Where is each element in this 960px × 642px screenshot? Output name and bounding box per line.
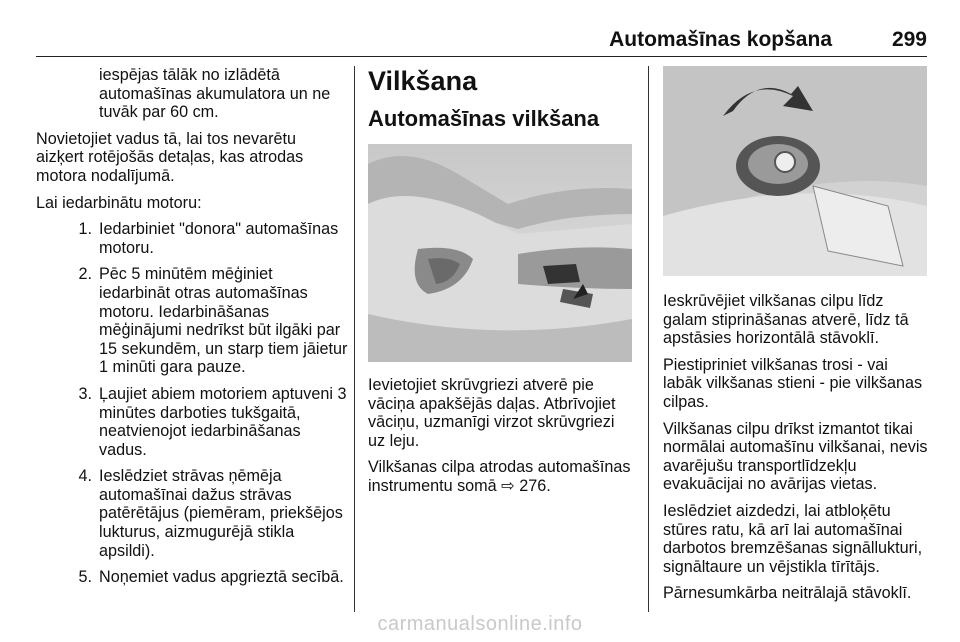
paragraph: Piestipriniet vilkšanas trosi - vai labāk vilkšanas stieni - pie vilkšanas cilpas. — [663, 355, 923, 411]
list-item — [62, 467, 348, 560]
paragraph: Pārnesumkārba neitrālajā stāvoklī. — [663, 584, 912, 603]
item-number: 1. — [78, 220, 92, 239]
item-text: Iedarbiniet "donora" automašīnas motoru. — [99, 220, 339, 257]
paragraph: Ievietojiet skrūvgriezi atverē pie vāciņa apakšējās daļas. Atbrīvojiet vāciņu, uzmanīgi virzot skrūvgriezi uz leju. — [368, 376, 616, 450]
paragraph: Ieslēdziet aizdedzi, lai atbloķētu stūres ratu, kā arī lai automašīnai darbotos bremzēšanas signāllukturi, signāltaure un vējstikla tīrītājs. — [663, 501, 923, 576]
paragraph: Vilkšanas cilpa atrodas automašīnas instrumentu somā ⇨ 276. — [368, 458, 631, 495]
paragraph: Novietojiet vadus tā, lai tos nevarētu aizķert rotējošās detaļas, kas atrodas motora nodalījumā. — [36, 129, 304, 185]
paragraph: Vilkšanas cilpu drīkst izmantot tikai normālai automašīnu vilkšanai, nevis avarējušu transportlīdzekļu evakuācijai no avārijas vietas. — [663, 419, 928, 494]
car-front-illustration — [368, 144, 632, 362]
page-header — [36, 28, 927, 58]
item-text: Noņemiet vadus apgrieztā secībā. — [99, 568, 344, 587]
watermark[interactable]: carmanualsonline.info — [377, 613, 583, 635]
list-item — [62, 385, 348, 459]
steps-list — [62, 220, 348, 587]
section-title: Vilkšana — [368, 66, 478, 96]
towing-eye-illustration — [663, 66, 927, 276]
column-middle — [368, 66, 634, 504]
item-number: 3. — [78, 384, 92, 403]
item-number: 4. — [78, 467, 92, 486]
item-number: 2. — [78, 265, 92, 284]
page-number: 299 — [891, 28, 927, 51]
continued-text: iespējas tālāk no izlādētā automašīnas akumulatora un ne tuvāk par 60 cm. — [99, 66, 331, 122]
list-item — [62, 220, 348, 257]
column-right — [663, 66, 931, 611]
paragraph: Ieskrūvējiet vilkšanas cilpu līdz galam stiprināšanas atverē, līdz tā apstāsies horizontālā stāvoklī. — [663, 292, 909, 348]
paragraph: Lai iedarbinātu motoru: — [36, 193, 202, 212]
column-divider — [354, 66, 355, 612]
list-item — [62, 265, 348, 377]
item-text: Ļaujiet abiem motoriem aptuveni 3 minūtes darboties tukšgaitā, neatvienojot iedarbināšanas vadus. — [99, 384, 347, 459]
column-divider — [648, 66, 649, 612]
header-rule — [36, 56, 927, 57]
subsection-title: Automašīnas vilkšana — [368, 106, 600, 131]
item-number: 5. — [78, 568, 92, 587]
list-item — [62, 568, 348, 587]
header-title: Automašīnas kopšana — [609, 28, 832, 51]
column-left — [36, 66, 348, 595]
item-text: Pēc 5 minūtēm mēģiniet iedarbināt otras automašīnas motoru. Iedarbināšanas mēģinājumi nedrīkst būt ilgāki par 15 sekundēm, un starp tiem jāietur 1 minūti gara pauze. — [99, 265, 348, 377]
item-text: Ieslēdziet strāvas ņēmēja automašīnai dažus strāvas patērētājus (piemēram, priekšējos lukturus, aizmugurējā stikla apsildi). — [99, 467, 343, 560]
